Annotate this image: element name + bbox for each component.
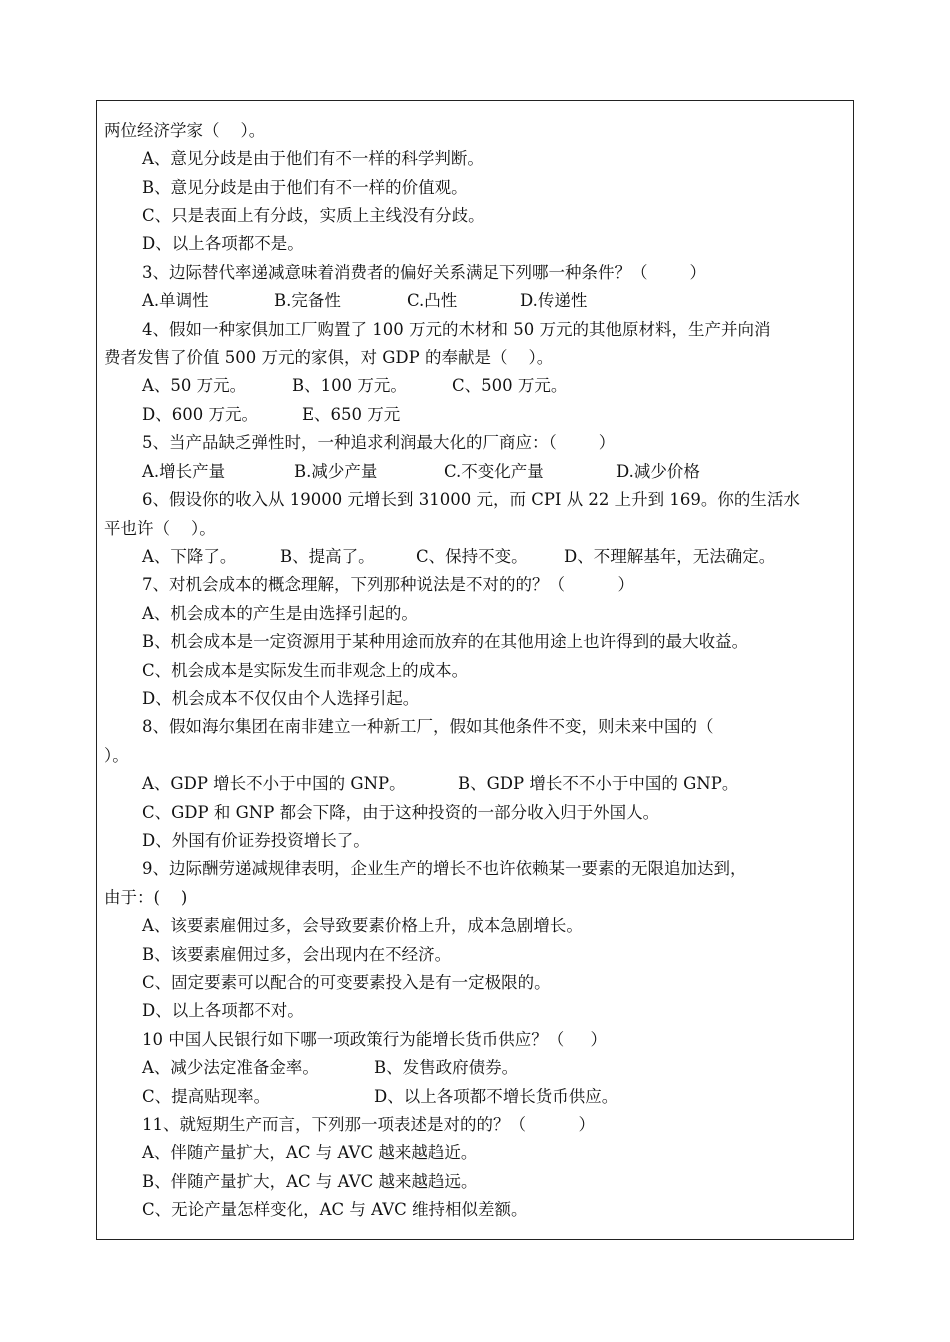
question-10: 10 中国人民银行如下哪一项政策行为能增长货币供应？（ ）	[142, 1030, 607, 1049]
option-text: A、减少法定准备金率。	[142, 1058, 319, 1077]
option-text: A、下降了。	[142, 547, 237, 566]
option-text: D、机会成本不仅仅由个人选择引起。	[142, 689, 420, 708]
option-text: A、伴随产量扩大，AC 与 AVC 越来越趋近。	[142, 1143, 478, 1162]
option-text: C.不变化产量	[444, 462, 544, 481]
text-line: ）。	[104, 746, 129, 765]
option-text: D、600 万元。	[142, 405, 258, 424]
question-7: 7、对机会成本的概念理解，下列那种说法是不对的的？（ ）	[142, 575, 634, 594]
option-text: A、50 万元。	[142, 376, 247, 395]
option-text: C.凸性	[407, 291, 458, 310]
question-6: 6、假设你的收入从 19000 元增长到 31000 元，而 CPI 从 22 上升到 169。你的生活水	[142, 490, 800, 509]
option-text: A.增长产量	[142, 462, 226, 481]
option-text: C、机会成本是实际发生而非观念上的成本。	[142, 661, 469, 680]
text-line: 平也许（ ）。	[104, 519, 216, 538]
text-line: 费者发售了价值 500 万元的家俱，对 GDP 的奉献是（ ）。	[104, 348, 554, 367]
option-text: B.完备性	[274, 291, 341, 310]
question-4: 4、假如一种家俱加工厂购置了 100 万元的木材和 50 万元的其他原材料，生产并向消	[142, 320, 771, 339]
question-9: 9、边际酬劳递减规律表明，企业生产的增长不也许依赖某一要素的无限追加达到，	[142, 859, 747, 878]
option-row	[142, 770, 842, 798]
option-text: C、保持不变。	[416, 547, 528, 566]
option-text: A、GDP 增长不小于中国的 GNP。	[142, 774, 406, 793]
question-11: 11、就短期生产而言，下列那一项表述是对的的？（ ）	[142, 1115, 595, 1134]
option-text: B、提高了。	[280, 547, 375, 566]
text-line: 两位经济学家（ ）。	[104, 121, 266, 140]
option-text: B、100 万元。	[292, 376, 407, 395]
option-text: A、意见分歧是由于他们有不一样的科学判断。	[142, 149, 484, 168]
option-text: D.传递性	[520, 291, 588, 310]
option-text: D、以上各项都不对。	[142, 1001, 304, 1020]
option-text: C、GDP 和 GNP 都会下降，由于这种投资的一部分收入归于外国人。	[142, 803, 660, 822]
option-row	[142, 287, 842, 315]
option-text: E、650 万元	[302, 405, 401, 424]
option-text: A.单调性	[142, 291, 209, 310]
option-row	[142, 1054, 842, 1082]
option-row	[142, 458, 842, 486]
option-row	[142, 543, 842, 571]
option-text: D.减少价格	[616, 462, 700, 481]
question-8: 8、假如海尔集团在南非建立一种新工厂，假如其他条件不变，则未来中国的（	[142, 717, 714, 736]
option-text: D、以上各项都不增长货币供应。	[374, 1087, 619, 1106]
option-text: D、以上各项都不是。	[142, 234, 304, 253]
question-3: 3、边际替代率递减意味着消费者的偏好关系满足下列哪一种条件？（ ）	[142, 263, 706, 282]
option-row	[142, 401, 842, 429]
option-text: A、机会成本的产生是由选择引起的。	[142, 604, 418, 623]
option-text: C、固定要素可以配合的可变要素投入是有一定极限的。	[142, 973, 551, 992]
option-text: B、发售政府债券。	[374, 1058, 519, 1077]
option-text: B、GDP 增长不不小于中国的 GNP。	[458, 774, 739, 793]
option-text: B、机会成本是一定资源用于某种用途而放弃的在其他用途上也许得到的最大收益。	[142, 632, 749, 651]
option-text: B.减少产量	[294, 462, 378, 481]
option-text: A、该要素雇佣过多，会导致要素价格上升，成本急剧增长。	[142, 916, 583, 935]
option-row	[142, 372, 842, 400]
option-text: B、意见分歧是由于他们有不一样的价值观。	[142, 178, 468, 197]
option-text: B、伴随产量扩大，AC 与 AVC 越来越趋远。	[142, 1172, 478, 1191]
option-text: D、不理解基年，无法确定。	[564, 547, 776, 566]
option-text: C、提高贴现率。	[142, 1087, 271, 1106]
option-text: C、500 万元。	[452, 376, 568, 395]
option-text: B、该要素雇佣过多，会出现内在不经济。	[142, 945, 452, 964]
option-text: C、无论产量怎样变化，AC 与 AVC 维持相似差额。	[142, 1200, 528, 1219]
option-row	[142, 1083, 842, 1111]
option-text: D、外国有价证券投资增长了。	[142, 831, 370, 850]
option-text: C、只是表面上有分歧，实质上主线没有分歧。	[142, 206, 485, 225]
question-5: 5、当产品缺乏弹性时，一种追求利润最大化的厂商应：（ ）	[142, 433, 616, 452]
text-line: 由于：( )	[104, 888, 188, 907]
